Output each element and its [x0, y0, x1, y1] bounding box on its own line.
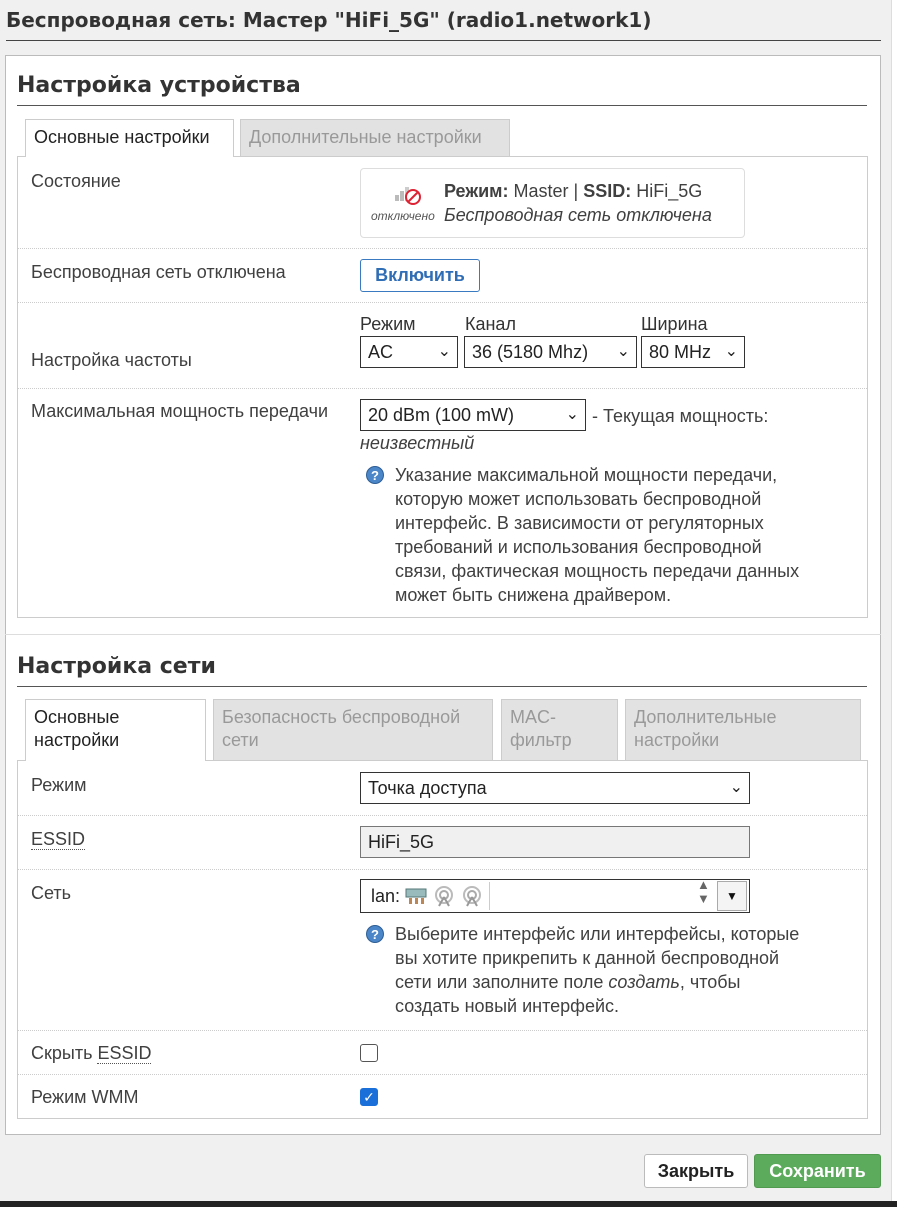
mode-label: Режим [31, 775, 87, 795]
freq-mode-head: Режим [360, 314, 416, 334]
tab-label: настройки [634, 730, 720, 750]
hide-essid-label [31, 1043, 151, 1064]
network-section-title: Настройка сети [17, 654, 216, 679]
chevron-down-icon: ⌄ [565, 406, 579, 423]
txpower-select[interactable] [360, 399, 586, 431]
chevron-down-icon: ⌄ [437, 343, 451, 360]
mode-value: Master [513, 181, 569, 201]
help-fragment: сети или заполните поле [395, 972, 604, 992]
help-line: требований и использования беспроводной [395, 537, 762, 557]
help-line: создать новый интерфейс. [395, 996, 620, 1016]
device-section-divider [17, 105, 867, 106]
help-fragment: , чтобы [679, 972, 741, 992]
hide-essid-prefix: Скрыть [31, 1043, 98, 1063]
tab-device-basic[interactable]: Основные настройки [25, 119, 234, 157]
dropdown-toggle-icon[interactable]: ▼ [717, 881, 747, 911]
help-line: может быть снижена драйвером. [395, 585, 672, 605]
help-line: интерфейс. В зависимости от регуляторных [395, 513, 764, 533]
wifi-icon [461, 885, 483, 907]
help-line: вы хотите прикрепить к данной беспроводной [395, 948, 780, 968]
chevron-down-icon: ⌄ [729, 779, 743, 796]
tab-label: Основные [34, 707, 120, 727]
tab-mac-filter[interactable] [501, 699, 618, 760]
essid-label-text: ESSID [31, 829, 86, 849]
freq-width-value: 80 MHz [649, 342, 712, 362]
help-line: связи, фактическая мощность передачи данных [395, 561, 800, 581]
current-power-value: неизвестный [360, 433, 475, 453]
txpower-value: 20 dBm (100 mW) [368, 405, 515, 425]
help-line: Выберите интерфейс или интерфейсы, которые [395, 924, 800, 944]
title-divider [6, 40, 881, 41]
freq-mode-value: AC [368, 342, 394, 362]
tab-network-advanced[interactable] [625, 699, 861, 760]
close-button[interactable]: Закрыть [644, 1154, 748, 1188]
tab-network-basic[interactable] [25, 699, 206, 761]
chevron-down-icon: ⌄ [616, 343, 630, 360]
mode-separator: | [573, 181, 579, 201]
chevron-down-icon: ⌄ [724, 343, 738, 360]
device-section-title: Настройка устройства [17, 73, 301, 98]
picker-divider [489, 882, 490, 910]
wifi-disabled-icon [393, 179, 423, 207]
freq-width-head: Ширина [641, 314, 708, 334]
essid-label [31, 829, 85, 850]
row-divider [18, 1030, 867, 1031]
tab-label: настройки [34, 730, 120, 750]
save-button[interactable]: Сохранить [754, 1154, 881, 1188]
bottom-edge [0, 1201, 897, 1207]
wifi-icon [433, 885, 455, 907]
status-card [360, 168, 745, 238]
mode-key: Режим: [444, 181, 509, 201]
tab-label: Дополнительные [634, 707, 777, 727]
freq-label: Настройка частоты [31, 350, 192, 370]
row-divider [18, 869, 867, 870]
hide-essid-checkbox[interactable] [360, 1044, 378, 1062]
network-section-divider [17, 686, 867, 687]
ssid-key: SSID: [583, 181, 632, 201]
status-icon-caption: отключено [371, 209, 435, 223]
status-mode-line [444, 181, 702, 202]
ssid-value: HiFi_5G [636, 181, 703, 201]
hide-essid-abbr: ESSID [97, 1043, 152, 1063]
tab-label: фильтр [510, 730, 572, 750]
mode-select-value: Точка доступа [368, 778, 487, 798]
status-state-text: Беспроводная сеть отключена [444, 205, 712, 225]
tab-label: Безопасность беспроводной [222, 707, 461, 727]
section-divider [5, 634, 881, 635]
help-icon: ? [366, 925, 384, 943]
essid-input[interactable] [360, 826, 750, 858]
tab-label: сети [222, 730, 259, 750]
disabled-label: Беспроводная сеть отключена [31, 262, 286, 282]
spin-arrows-icon[interactable]: ▲ ▼ [697, 877, 710, 906]
status-label: Состояние [31, 171, 121, 191]
tab-label: MAC- [510, 707, 556, 727]
essid-value: HiFi_5G [368, 832, 435, 852]
freq-channel-select[interactable] [464, 336, 637, 368]
network-picker-value: lan: [371, 886, 401, 906]
help-icon: ? [366, 466, 384, 484]
network-picker[interactable] [360, 879, 750, 913]
help-line: Указание максимальной мощности передачи, [395, 465, 778, 485]
txpower-label: Максимальная мощность передачи [31, 401, 329, 421]
freq-mode-select[interactable] [360, 336, 458, 368]
freq-width-select[interactable] [641, 336, 745, 368]
window-edge [891, 0, 897, 1207]
mode-select[interactable] [360, 772, 750, 804]
freq-channel-head: Канал [465, 314, 516, 334]
dialog-title: Беспроводная сеть: Мастер "HiFi_5G" (radio1.network1) [6, 8, 652, 32]
row-divider [18, 248, 867, 249]
txpower-help [395, 463, 799, 607]
row-divider [18, 302, 867, 303]
ethernet-icon [405, 886, 427, 906]
row-divider [18, 815, 867, 816]
tab-wireless-security[interactable] [213, 699, 493, 760]
wmm-checkbox[interactable]: ✓ [360, 1088, 378, 1106]
network-label: Сеть [31, 883, 72, 903]
freq-channel-value: 36 (5180 Mhz) [472, 342, 589, 362]
row-divider [18, 388, 867, 389]
help-line: которую может использовать беспроводной [395, 489, 762, 509]
help-line [395, 970, 799, 994]
network-help [395, 922, 799, 1018]
wmm-label: Режим WMM [31, 1087, 139, 1107]
help-emphasis: создать [608, 972, 680, 992]
row-divider [18, 1074, 867, 1075]
current-power-prefix: - Текущая мощность: [592, 406, 769, 426]
tab-device-advanced[interactable]: Дополнительные настройки [240, 119, 510, 156]
enable-button[interactable]: Включить [360, 259, 480, 292]
